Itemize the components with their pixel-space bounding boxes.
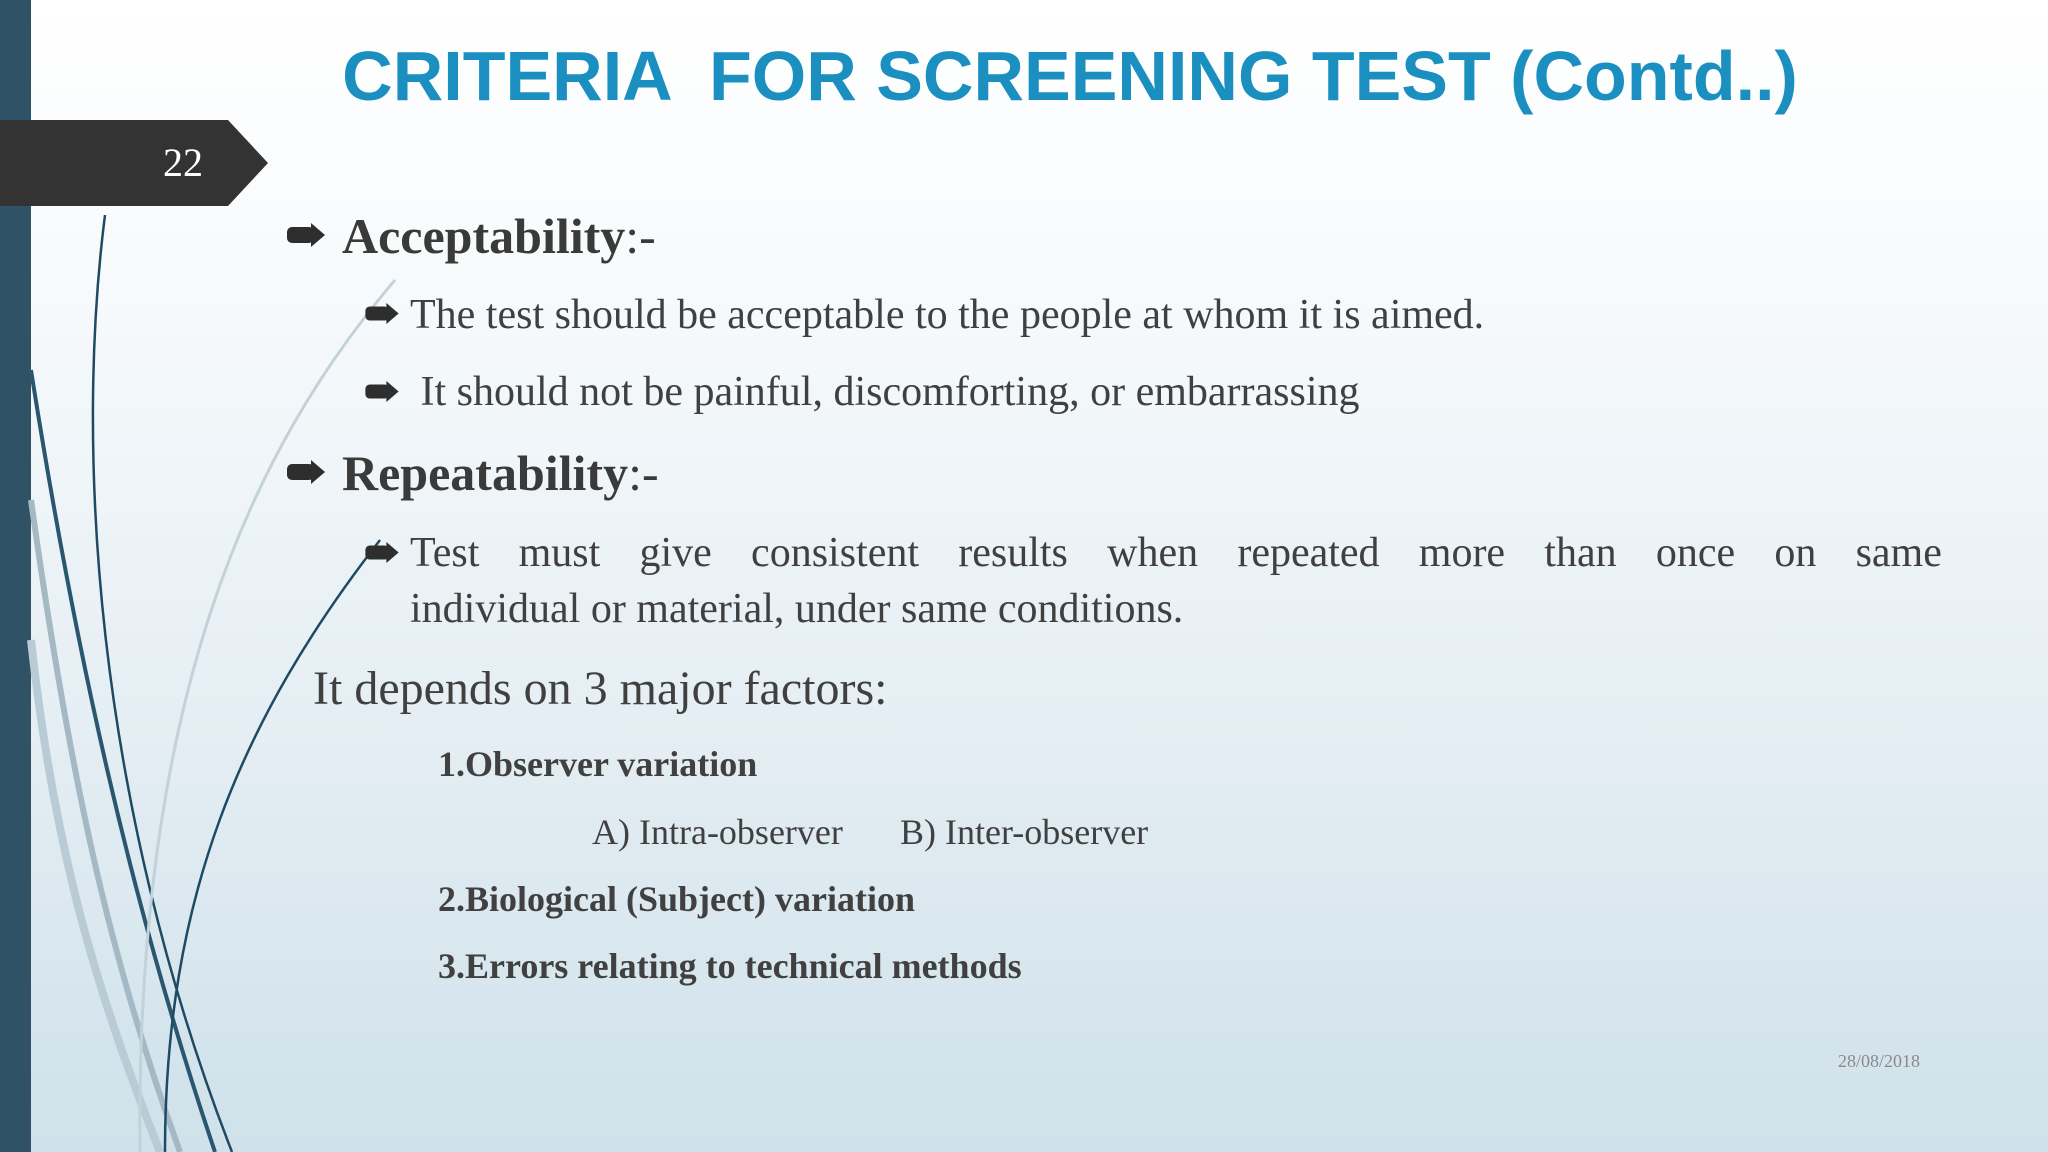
repeatability-heading-suffix: :-: [628, 445, 659, 501]
slide-title: CRITERIA FOR SCREENING TEST (Contd..): [342, 37, 1798, 115]
word: must: [518, 530, 601, 576]
acceptability-heading-label: Acceptability: [342, 208, 626, 264]
slide-date: 28/08/2018: [1837, 1051, 1920, 1071]
word: more: [1418, 530, 1506, 576]
repeatability-heading-label: Repeatability: [342, 445, 629, 501]
factor-technical-errors: 3.Errors relating to technical methods: [438, 946, 1022, 986]
word: same: [1855, 530, 1942, 576]
word: once: [1655, 530, 1736, 576]
acceptability-heading-suffix: :-: [625, 208, 656, 264]
factor-biological-variation: 2.Biological (Subject) variation: [438, 879, 915, 919]
right-arrow-bullet-icon: [286, 223, 326, 247]
right-arrow-bullet-icon: [364, 542, 400, 563]
factor-observer-variation: 1.Observer variation: [438, 744, 758, 784]
acceptability-point-1: The test should be acceptable to the people at whom it is aimed.: [410, 292, 1485, 338]
word: consistent: [751, 530, 920, 576]
slide-number: 22: [163, 140, 203, 185]
word: repeated: [1237, 530, 1380, 576]
right-arrow-bullet-icon: [364, 381, 400, 402]
repeatability-point-line-1: [410, 525, 1942, 581]
word: on: [1774, 530, 1817, 576]
word: when: [1107, 530, 1199, 576]
observer-type-inter: B) Inter-observer: [900, 812, 1149, 852]
right-arrow-bullet-icon: [364, 303, 400, 324]
factors-intro: It depends on 3 major factors:: [313, 662, 888, 715]
word: results: [958, 530, 1068, 576]
word: than: [1544, 530, 1617, 576]
acceptability-heading: [342, 206, 656, 266]
right-arrow-bullet-icon: [286, 460, 326, 484]
slide-number-tag: [0, 120, 268, 206]
repeatability-point: [410, 525, 1942, 637]
repeatability-point-line-2: individual or material, under same conditions.: [410, 586, 1184, 632]
observer-type-intra: A) Intra-observer: [592, 812, 843, 852]
word: Test: [410, 530, 480, 576]
repeatability-heading: [342, 443, 659, 503]
word: give: [639, 530, 712, 576]
acceptability-point-2: It should not be painful, discomforting, or embarrassing: [410, 369, 1360, 415]
